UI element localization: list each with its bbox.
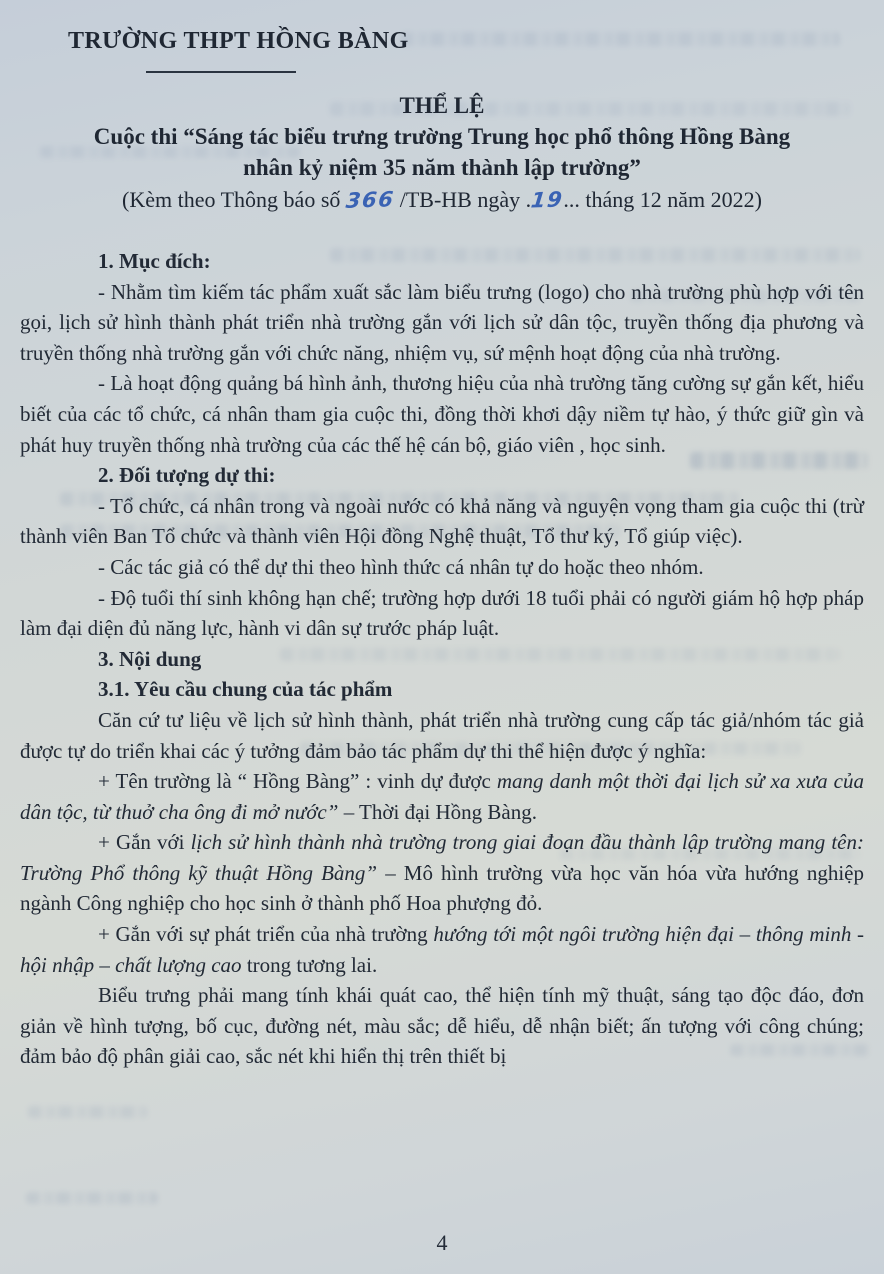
bleedthrough-artifact: [26, 1192, 158, 1204]
section-3-1-heading: [20, 674, 864, 705]
text-segment: + Tên trường là “ Hồng Bàng” : vinh dự được: [98, 769, 497, 794]
text-segment: Biểu trưng phải mang tính khái quát cao, thể hiện tính mỹ thuật, sáng tạo độc đáo, đơn giản về hình tượng, bố cục, đường nét, màu sắc; dễ hiểu, dễ nhận biết; ấn tượng với công chúng; đảm bảo độ phân giải cao, sắc nét khi hiển thị trên thiết bị: [20, 983, 864, 1069]
text-segment: + Gắn với: [98, 830, 191, 855]
text-segment: trong tương lai.: [241, 952, 378, 977]
section-3-heading: [20, 644, 864, 675]
text-segment: - Tổ chức, cá nhân trong và ngoài nước có khả năng và nguyện vọng tham gia cuộc thi (trừ thành viên Ban Tổ chức và thành viên Hội đồng Nghệ thuật, Tổ thư ký, Tổ giúp việc).: [20, 493, 864, 549]
text-segment: hướng tới một ngôi trường hiện đại – thông minh - hội nhập – chất lượng cao: [20, 922, 865, 977]
text-segment: (Kèm theo Thông báo số: [122, 187, 346, 212]
section-1-item-1: [20, 277, 864, 369]
contest-title-line-1: Cuộc thi “Sáng tác biểu trưng trường Trung học phổ thông Hồng Bàng: [93, 124, 791, 149]
text-segment: 1. Mục đích:: [98, 249, 211, 273]
text-segment: Căn cứ tư liệu về lịch sử hình thành, phát triển nhà trường cung cấp tác giả/nhóm tác giả được tự do triển khai các ý tưởng đảm bảo tác phẩm dự thi thể hiện được ý nghĩa:: [20, 707, 864, 763]
text-segment: 3. Nội dung: [98, 646, 202, 671]
text-segment: 3.1. Yêu cầu chung của tác phẩm: [98, 677, 393, 702]
section-3-1-intro: [20, 705, 864, 766]
text-segment: – Mô hình trường vừa học văn hóa vừa hướng nghiệp ngành Công nghiệp cho học sinh ở thành phố Hoa phượng đỏ.: [20, 860, 864, 916]
text-segment: + Gắn với sự phát triển của nhà trường: [98, 922, 434, 947]
text-segment: – Thời đại Hồng Bàng.: [338, 799, 537, 824]
section-1-heading: [20, 246, 864, 277]
school-name: TRƯỜNG THPT HỒNG BÀNG: [68, 28, 409, 54]
document-body: [20, 246, 864, 1072]
text-segment: 2. Đối tượng dự thi:: [98, 463, 276, 488]
section-2-item-2: [20, 552, 864, 583]
bleedthrough-artifact: [28, 1106, 148, 1118]
text-segment: /TB-HB ngày .: [394, 187, 532, 212]
text-segment: mang danh một thời đại lịch sử xa xưa của dân tộc, từ thuở cha ông đi mở nước”: [20, 769, 864, 824]
section-3-1-point-1: [20, 766, 864, 827]
section-2-item-1: [20, 491, 864, 552]
handwritten-number: 19: [529, 187, 565, 213]
section-3-1-point-3: [20, 919, 864, 980]
text-segment: lịch sử hình thành nhà trường trong giai đoạn đầu thành lập trường mang tên: Trường Phổ thông kỹ thuật Hồng Bàng”: [20, 830, 864, 885]
handwritten-number: 366: [344, 187, 396, 213]
document-title-block: [0, 90, 884, 216]
text-segment: - Nhằm tìm kiếm tác phẩm xuất sắc làm biểu trưng (logo) cho nhà trường phù hợp với tên gọi, lịch sử hình thành phát triển nhà trường gắn với lịch sử dân tộc, truyền thống địa phương và truyền thống nhà trường gắn với chức năng, nhiệm vụ, sứ mệnh hoạt động của nhà trường.: [20, 279, 864, 365]
school-name-underline: [146, 71, 296, 73]
bleedthrough-artifact: [400, 32, 840, 46]
text-segment: - Là hoạt động quảng bá hình ảnh, thương hiệu của nhà trường tăng cường sự gắn kết, hiểu biết của các tổ chức, cá nhân tham gia cuộc thi, đồng thời khơi dậy niềm tự hào, ý thức giữ gìn và phát huy truyền thống nhà trường của các thế hệ cán bộ, giáo viên , học sinh.: [20, 371, 864, 457]
section-3-1-closing: [20, 980, 864, 1072]
text-segment: - Các tác giả có thể dự thi theo hình thức cá nhân tự do hoặc theo nhóm.: [98, 554, 704, 579]
document-type-title: THỂ LỆ: [399, 93, 485, 118]
section-3-1-point-2: [20, 827, 864, 919]
page-number: 4: [436, 1230, 448, 1255]
attachment-note: [0, 184, 884, 216]
contest-title-line-2: nhân kỷ niệm 35 năm thành lập trường”: [243, 155, 641, 180]
text-segment: ... tháng 12 năm 2022): [563, 187, 762, 212]
section-2-heading: [20, 460, 864, 491]
section-1-item-2: [20, 368, 864, 460]
section-2-item-3: [20, 583, 864, 644]
text-segment: - Độ tuổi thí sinh không hạn chế; trường hợp dưới 18 tuổi phải có người giám hộ hợp pháp làm đại diện đủ năng lực, hành vi dân sự trước pháp luật.: [20, 585, 864, 641]
